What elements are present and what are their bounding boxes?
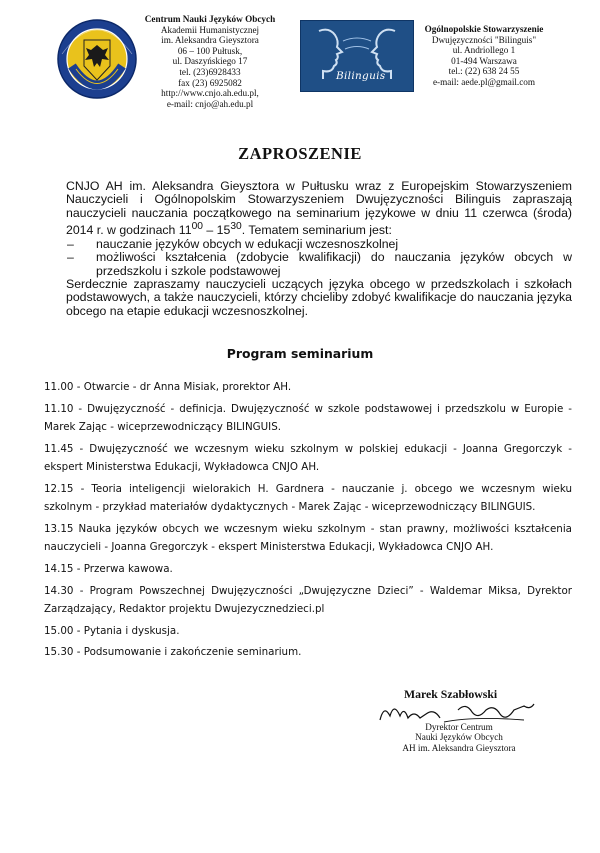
dash-bullet-icon: – xyxy=(67,250,74,265)
topics-list xyxy=(66,238,572,278)
akademia-humanistyczna-crest-logo xyxy=(56,14,138,108)
bilinguis-logo-text: Bilinguis xyxy=(336,70,386,82)
cnjo-address-block xyxy=(130,14,290,109)
letterhead xyxy=(0,0,600,130)
signatory-role-line: Dyrektor Centrum xyxy=(425,722,493,732)
program-item: 13.15 Nauka języków obcych we wczesnym wieku szkolnym - stan prawny, możliwości kształcenia nauczycieli - Joanna Gregorczyk - ekspert Ministerstwa Edukacji, Wykładowca CNJO AH. xyxy=(44,522,572,553)
cnjo-fax: fax (23) 6925082 xyxy=(178,77,242,88)
cnjo-email-link[interactable]: e-mail: cnjo@ah.edu.pl xyxy=(166,98,254,109)
invitation-paragraph: Serdecznie zapraszamy nauczycieli uczących języka obcego w przedszkolach i szkołach podstawowych, a także nauczycieli, którzy chcieliby zdobyć kwalifikacje do nauczania języka obcego na etapie edukacji wczesnoszkolnej. xyxy=(66,277,572,318)
cnjo-website-link[interactable]: http://www.cnjo.ah.edu.pl, xyxy=(161,88,259,99)
program-item: 14.15 - Przerwa kawowa. xyxy=(44,562,173,575)
program-item: 11.10 - Dwujęzyczność - definicja. Dwujęzyczność w szkole podstawowej i przedszkolu w Europie - Marek Zając - wiceprzewodniczący BILINGUIS. xyxy=(44,402,572,433)
cnjo-name: Centrum Nauki Języków Obcych xyxy=(144,14,276,24)
cnjo-academy: Akademii Humanistycznej xyxy=(160,24,260,35)
intro-section xyxy=(66,180,572,278)
cnjo-street: ul. Daszyńskiego 17 xyxy=(172,56,248,67)
cnjo-academy-patron: im. Aleksandra Gieysztora xyxy=(161,35,259,46)
signature-block xyxy=(374,686,546,752)
signatory-role-line: Nauki Języków Obcych xyxy=(415,732,503,743)
seminar-hours: w godzinach $11^{00} - 15^{30}$. Tematem seminarium jest: xyxy=(107,221,392,238)
program-list xyxy=(44,378,572,665)
intro-paragraph xyxy=(66,180,572,238)
program-item: 15.30 - Podsumowanie i zakończenie seminarium. xyxy=(44,646,302,659)
bilinguis-phone: tel.: (22) 638 24 55 xyxy=(448,66,520,77)
program-item: 15.00 - Pytania i dyskusja. xyxy=(44,624,180,637)
signatory-name: Marek Szabłowski xyxy=(404,687,498,701)
document-title: ZAPROSZENIE xyxy=(238,144,362,163)
program-item: 11.45 - Dwujęzyczność we wczesnym wieku szkolnym w polskiej edukacji - Joanna Gregorczyk - ekspert Ministerstwa Edukacji, Wykładowca CNJO AH. xyxy=(44,442,572,473)
intro-text: CNJO AH im. Aleksandra Gieysztora w Pułtusku wraz z Europejskim Stowarzyszeniem Nauczycieli i Ogólnopolskim Stowarzyszeniem Dwujęzyczności Bilinguis zapraszają nauczycieli nauczania początkowego na seminarium językowe w dniu 11 czerwca (środa) 2014 r. xyxy=(66,179,572,238)
topic-item: – możliwości kształcenia (zdobycie kwalifikacji) do nauczania języków obcych w przedszkolu i szkole podstawowej xyxy=(67,250,572,278)
bilinguis-street: ul. Andriollego 1 xyxy=(452,45,516,56)
bilinguis-city: 01-494 Warszawa xyxy=(451,55,517,66)
cnjo-postcode: 06 – 100 Pułtusk, xyxy=(177,45,243,56)
signatory-role-line: AH im. Aleksandra Gieysztora xyxy=(402,742,516,753)
program-item: 12.15 - Teoria inteligencji wielorakich H. Gardnera - nauczanie j. obcego we wczesnym wieku szkolnym - przykład materiałów dydaktycznych - Marek Zając - wiceprzewodniczący BILINGUIS. xyxy=(44,482,572,513)
bilinguis-name: Ogólnopolskie Stowarzyszenie xyxy=(424,24,544,34)
program-item: 14.30 - Program Powszechnej Dwujęzyczności „Dwujęzyczne Dzieci” - Waldemar Miksa, Dyrektor Zarządzający, Redaktor projektu Dwujezycznedzieci.pl xyxy=(44,584,572,615)
program-item: 11.00 - Otwarcie - dr Anna Misiak, prorektor AH. xyxy=(44,381,292,393)
topic-item: – nauczanie języków obcych w edukacji wczesnoszkolnej xyxy=(67,236,399,251)
program-title: Program seminarium xyxy=(226,346,374,361)
bilinguis-name-line2: Dwujęzyczności "Bilinguis" xyxy=(431,34,537,45)
bilinguis-address-block xyxy=(414,24,554,88)
dash-bullet-icon: – xyxy=(67,236,74,251)
signatory-role xyxy=(374,722,544,753)
cnjo-phone: tel. (23)6928433 xyxy=(179,66,241,77)
bilinguis-email-link[interactable]: e-mail: aede.pl@gmail.com xyxy=(432,76,536,87)
